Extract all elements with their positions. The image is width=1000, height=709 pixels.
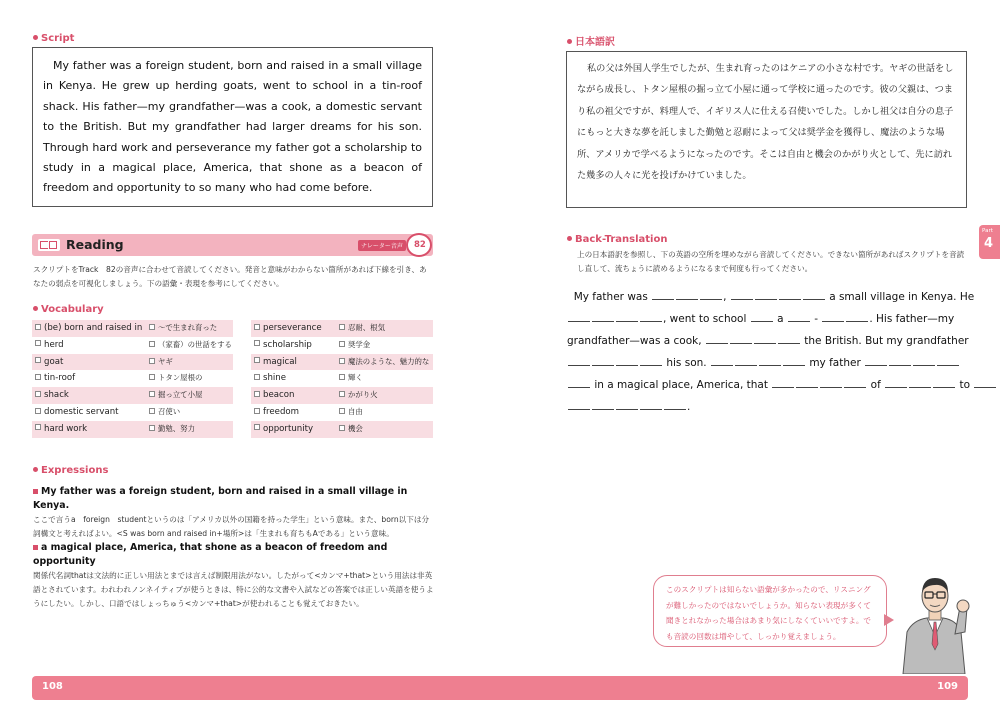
vocab-term[interactable]: shack — [35, 387, 69, 404]
page-number-right: 109 — [937, 681, 958, 692]
checkbox-icon[interactable] — [339, 341, 345, 347]
blank[interactable] — [731, 290, 753, 300]
back-translation-exercise — [567, 286, 975, 418]
checkbox-icon[interactable] — [35, 324, 41, 330]
checkbox-icon[interactable] — [35, 374, 41, 380]
vocab-row — [251, 370, 433, 387]
checkbox-icon[interactable] — [254, 374, 260, 380]
blank[interactable] — [974, 378, 996, 388]
footer-bar — [32, 676, 968, 700]
blank[interactable] — [759, 356, 781, 366]
blank[interactable] — [779, 290, 801, 300]
checkbox-icon[interactable] — [339, 425, 345, 431]
headphones-icon[interactable]: 82 — [406, 233, 432, 257]
bt-instructions: 上の日本語訳を参照し、下の英語の空所を埋めながら音読してください。できない箇所があればスクリプトを音読し直して、流ちょうに読めるようになるまで何度も行ってください。 — [577, 250, 965, 273]
vocab-meaning: 輝く — [339, 370, 363, 387]
vocab-meaning: 自由 — [339, 404, 363, 421]
expression-1-body: ここで言うa foreign studentというのは「アメリカ以外の国籍を持った学生」という意味。また、born以下は分詞構文と考えればよい。<S was born and raised in+場所>は「生まれも育ちもAである」という意味。 — [33, 515, 430, 538]
vocab-term[interactable]: scholarship — [254, 337, 312, 354]
back-translation-label: Back-Translation — [567, 234, 667, 245]
blank[interactable] — [755, 290, 777, 300]
blank[interactable] — [568, 312, 590, 322]
vocab-term[interactable]: (be) born and raised in — [35, 320, 142, 337]
checkbox-icon[interactable] — [149, 324, 155, 330]
checkbox-icon[interactable] — [35, 340, 41, 346]
vocabulary-label: Vocabulary — [33, 304, 104, 315]
blank[interactable] — [711, 356, 733, 366]
part-tab: Part 4 — [979, 225, 1000, 259]
vocab-row — [32, 320, 233, 337]
checkbox-icon[interactable] — [339, 374, 345, 380]
blank[interactable] — [822, 312, 844, 322]
blank[interactable] — [909, 378, 931, 388]
blank[interactable] — [933, 378, 955, 388]
vocab-term[interactable]: tin-roof — [35, 370, 75, 387]
vocab-term[interactable]: domestic servant — [35, 404, 119, 421]
reading-instructions: スクリプトをTrack 82の音声に合わせて音読してください。発音と意味がわからない箇所があれば下線を引き、あなたの弱点を可視化しましょう。下の語彙・表現を参考にしてください。 — [33, 265, 427, 288]
blank[interactable] — [568, 400, 590, 410]
checkbox-icon[interactable] — [149, 374, 155, 380]
jp-translation-box — [566, 51, 967, 208]
checkbox-icon[interactable] — [149, 425, 155, 431]
vocab-meaning: トタン屋根の — [149, 370, 202, 387]
vocab-term[interactable]: magical — [254, 354, 297, 371]
checkbox-icon[interactable] — [254, 408, 260, 414]
checkbox-icon[interactable] — [149, 358, 155, 364]
bt-line-5: in a magical place, America, that of to — [567, 374, 969, 396]
vocab-meaning: 機会 — [339, 421, 363, 438]
vocab-term[interactable]: perseverance — [254, 320, 322, 337]
vocab-meaning: 奨学金 — [339, 337, 370, 354]
blank[interactable] — [754, 334, 776, 344]
expressions-label: Expressions — [33, 465, 108, 476]
blank[interactable] — [640, 400, 662, 410]
blank[interactable] — [592, 356, 614, 366]
narrator-tag: ナレーター音声 — [358, 240, 406, 251]
vocab-row — [32, 337, 233, 354]
blank[interactable] — [616, 400, 638, 410]
vocab-row — [251, 387, 433, 404]
expression-2-body: 関係代名詞thatは文法的に正しい用法とまでは言えば制限用法がない。したがって<カンマ+that>という用法は非英語とされています。われわれノンネイティブが使うときは、特に公的な文書や入試などの答案では正しい英語を使うようにしたい。しかし、口語ではしょっちゅう<カンマ+that>が使われることも覚えておきたい。 — [33, 571, 434, 608]
blank[interactable] — [751, 312, 773, 322]
blank[interactable] — [772, 378, 794, 388]
vocab-table-left — [32, 320, 233, 438]
expression-1-head: My father was a foreign student, born and raised in a small village in Kenya. — [33, 486, 408, 511]
blank[interactable] — [568, 378, 590, 388]
vocab-meaning: ～で生まれ育った — [149, 320, 217, 337]
blank[interactable] — [664, 400, 686, 410]
vocab-term[interactable]: opportunity — [254, 421, 313, 438]
checkbox-icon[interactable] — [149, 391, 155, 397]
blank[interactable] — [865, 356, 887, 366]
vocab-meaning: （家畜）の世話をする — [149, 337, 232, 354]
vocab-term[interactable]: beacon — [254, 387, 294, 404]
blank[interactable] — [676, 290, 698, 300]
blank[interactable] — [937, 356, 959, 366]
checkbox-icon[interactable] — [339, 408, 345, 414]
script-text: My father was a foreign student, born and raised in a small village in Kenya. He grew up herding goats, went to school in a tin-roof shack. His father—my grandfather—was a cook, a domestic servant to the British. But my grandfather had larger dreams for his son. Through hard work and perseverance my father got a scholarship to study in a magical place, America, that shone as a beacon of freedom and opportunity to so many who had come before. — [43, 59, 422, 195]
blank[interactable] — [640, 312, 662, 322]
vocab-row — [251, 337, 433, 354]
jp-translation-text: 私の父は外国人学生でしたが、生まれ育ったのはケニアの小さな村です。ヤギの世話をしながら成長し、トタン屋根の掘っ立て小屋に通って学校に通ったのです。彼の父親は、つまり私の祖父ですが、料理人で、イギリス人に仕える召使いでした。しかし祖父は自分の息子にもっと大きな夢を託しました勤勉と忍耐によって父は奨学金を獲得し、魔法のような場所、アメリカで学べるようになったのです。そこは自由と機会のかがり火として、先に訪れた幾多の人々に光を投げかけていました。 — [577, 63, 954, 182]
vocab-meaning: 魔法のような、魅力的な — [339, 354, 429, 371]
checkbox-icon[interactable] — [339, 391, 345, 397]
script-box — [32, 47, 433, 207]
blank[interactable] — [652, 290, 674, 300]
vocab-row — [251, 421, 433, 438]
checkbox-icon[interactable] — [35, 391, 41, 397]
vocab-table-right — [251, 320, 433, 438]
blank[interactable] — [730, 334, 752, 344]
vocab-meaning: ヤギ — [149, 354, 173, 371]
bt-line-1: My father was , a small village in Kenya. He — [573, 291, 975, 303]
reading-title: Reading — [66, 237, 124, 252]
checkbox-icon[interactable] — [35, 357, 41, 363]
blank[interactable] — [568, 356, 590, 366]
blank[interactable] — [820, 378, 842, 388]
vocab-meaning: 掘っ立て小屋 — [149, 387, 202, 404]
vocab-term[interactable]: freedom — [254, 404, 299, 421]
checkbox-icon[interactable] — [149, 341, 155, 347]
checkbox-icon[interactable] — [254, 424, 260, 430]
blank[interactable] — [846, 312, 868, 322]
expression-2-head: a magical place, America, that shone as a beacon of freedom and opportunity — [33, 542, 388, 567]
checkbox-icon[interactable] — [254, 340, 260, 346]
bt-line-3: grandfather—was a cook, the British. But my grandfather — [567, 335, 969, 347]
blank[interactable] — [796, 378, 818, 388]
vocab-meaning: 忍耐、根気 — [339, 320, 385, 337]
blank[interactable] — [803, 290, 825, 300]
vocab-row — [32, 387, 233, 404]
blank[interactable] — [889, 356, 911, 366]
checkbox-icon[interactable] — [254, 391, 260, 397]
vocab-term[interactable]: shine — [254, 370, 286, 387]
vocab-meaning: 勤勉、努力 — [149, 421, 195, 438]
blank[interactable] — [844, 378, 866, 388]
vocab-term[interactable]: herd — [35, 337, 64, 354]
checkbox-icon[interactable] — [339, 358, 345, 364]
speech-text: このスクリプトは知らない語彙が多かったので、リスニングが難しかったのではないでしょうか。知らない表現が多くて聞きとれなかった場合はあまり気にしなくていいですよ。でも音読の回数は増やして、しっかり覚えましょう。 — [666, 585, 872, 641]
vocab-row — [32, 421, 233, 438]
speech-bubble — [653, 575, 887, 647]
blank[interactable] — [778, 334, 800, 344]
checkbox-icon[interactable] — [254, 357, 260, 363]
blank[interactable] — [592, 312, 614, 322]
vocab-meaning: 召使い — [149, 404, 180, 421]
vocab-row — [32, 354, 233, 371]
blank[interactable] — [616, 356, 638, 366]
vocab-row — [251, 404, 433, 421]
vocab-term[interactable]: hard work — [35, 421, 87, 438]
bt-line-6: . — [567, 396, 969, 418]
bt-line-2: , went to school a - . His father—my — [567, 308, 969, 330]
blank[interactable] — [616, 312, 638, 322]
script-label: Script — [33, 33, 74, 44]
blank[interactable] — [700, 290, 722, 300]
reading-header — [32, 234, 433, 256]
vocab-meaning: かがり火 — [339, 387, 378, 404]
vocab-row — [251, 320, 433, 337]
teacher-illustration — [893, 570, 973, 674]
vocab-row — [251, 354, 433, 371]
blank[interactable] — [706, 334, 728, 344]
book-icon — [38, 239, 60, 251]
vocab-row — [32, 370, 233, 387]
blank[interactable] — [735, 356, 757, 366]
page-number-left: 108 — [42, 681, 63, 692]
blank[interactable] — [788, 312, 810, 322]
blank[interactable] — [783, 356, 805, 366]
checkbox-icon[interactable] — [35, 424, 41, 430]
blank[interactable] — [913, 356, 935, 366]
blank[interactable] — [885, 378, 907, 388]
checkbox-icon[interactable] — [254, 324, 260, 330]
checkbox-icon[interactable] — [149, 408, 155, 414]
checkbox-icon[interactable] — [35, 408, 41, 414]
vocab-term[interactable]: goat — [35, 354, 63, 371]
vocab-row — [32, 404, 233, 421]
blank[interactable] — [592, 400, 614, 410]
bt-line-4: his son. my father — [567, 352, 969, 374]
jp-translation-label: 日本語訳 — [567, 33, 615, 48]
checkbox-icon[interactable] — [339, 324, 345, 330]
expressions-block — [33, 485, 435, 611]
blank[interactable] — [640, 356, 662, 366]
